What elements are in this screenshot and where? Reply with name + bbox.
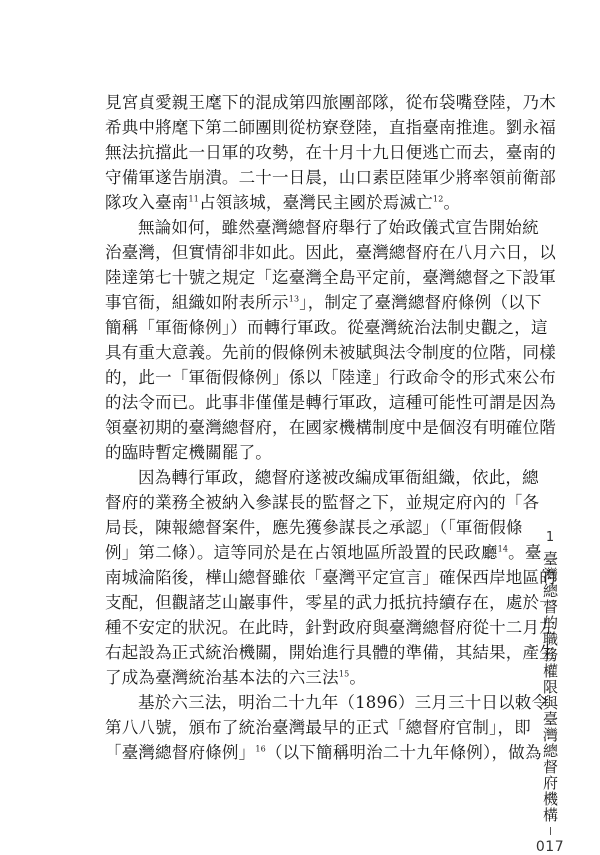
text-run: 。臺: [508, 543, 542, 562]
text-line: [105, 140, 556, 165]
footnote-marker: 16: [255, 744, 266, 754]
text-run: 因為轉行軍政，總督府遂被改編成軍衙組織，依此，總: [138, 468, 539, 487]
text-run: 領臺初期的臺灣總督府，在國家機構制度中是個沒有明確位階: [105, 418, 556, 437]
text-line: [105, 415, 556, 440]
text-line: [105, 690, 549, 715]
text-line: [105, 240, 556, 265]
text-run: 」，制定了臺灣總督府條例（以下: [299, 293, 542, 312]
paragraph: [105, 690, 549, 765]
text-run: 了成為臺灣統治基本法的六三法: [105, 668, 339, 687]
text-line: [105, 115, 556, 140]
text-line: [105, 490, 540, 515]
text-run: 見宮貞愛親王麾下的混成第四旅團部隊，從布袋嘴登陸，乃木: [105, 93, 556, 112]
text-run: 第八八號，頒布了統治臺灣最早的正式「總督府官制」，即: [105, 718, 531, 737]
text-run: 事官衙，組織如附表所示: [105, 293, 289, 312]
text-line: [105, 665, 510, 690]
text-run: 守備軍遂告崩潰。二十一日晨，山口素臣陸軍少將率領前衛部: [105, 168, 556, 187]
text-run: 「臺灣總督府條例」: [105, 743, 256, 762]
text-run: 無法抗擋此一日軍的攻勢，在十月十九日便逃亡而去，臺南的: [105, 143, 556, 162]
text-run: 局長，陳報總督案件，應先獲參謀長之承認」（「軍衙假條: [105, 518, 523, 537]
text-run: 占領該城，臺灣民主國於焉滅亡: [199, 193, 433, 212]
page-number: 017: [535, 839, 565, 855]
text-run: 。: [443, 193, 461, 212]
text-line: [105, 540, 542, 565]
text-run: 督府的業務全被納入參謀長的監督之下，並規定府內的「各: [105, 493, 540, 512]
text-line: [105, 590, 556, 615]
text-line: [105, 565, 556, 590]
text-run: 支配，但觀諸芝山巖事件，零星的武力抵抗持續存在，處於一: [105, 593, 556, 612]
text-run: 陸達第七十號之規定「迄臺灣全島平定前，臺灣總督之下設軍: [105, 268, 556, 287]
text-run: 具有重大意義。先前的假條例未被賦與法令制度的位階，同樣: [105, 343, 556, 362]
text-line: [105, 615, 556, 640]
chapter-sidebar: [535, 530, 565, 855]
text-run: 簡稱「軍衙條例」）而轉行軍政。從臺灣統治法制史觀之，這: [105, 318, 548, 337]
text-line: [105, 165, 556, 190]
text-run: 治臺灣，但實情卻非如此。因此，臺灣總督府在八月六日，以: [105, 243, 556, 262]
footnote-marker: 11: [188, 194, 200, 204]
chapter-number: 1: [545, 530, 555, 545]
paragraph: [105, 90, 556, 215]
text-line: [105, 315, 548, 340]
text-line: [105, 190, 510, 215]
text-line: [105, 465, 539, 490]
footnote-marker: 14: [497, 544, 509, 554]
text-run: 的，此一「軍衙假條例」係以「陸達」行政命令的形式來公布: [105, 368, 556, 387]
text-line: [105, 715, 531, 740]
text-run: 的臨時暫定機關罷了。: [105, 443, 272, 462]
text-run: 的法令而已。此事非僅僅是轉行軍政，這種可能性可謂是因為: [105, 393, 556, 412]
divider: [550, 827, 551, 835]
text-line: [105, 515, 523, 540]
chapter-title: 臺灣總督的職務權限與臺灣總督府機構: [541, 551, 559, 823]
paragraph: [105, 465, 556, 690]
text-run: 右起設為正式統治機關，開始進行具體的準備，其結果，產生: [105, 643, 556, 662]
text-run: 無論如何，雖然臺灣總督府舉行了始政儀式宣告開始統: [138, 218, 539, 237]
text-line: [105, 90, 556, 115]
footnote-marker: 12: [432, 194, 444, 204]
text-line: [105, 390, 556, 415]
text-line: [105, 640, 556, 665]
text-line: [105, 265, 556, 290]
text-run: 隊攻入臺南: [105, 193, 189, 212]
text-run: 。: [349, 668, 367, 687]
footnote-marker: 13: [288, 294, 300, 304]
text-run: 南城淪陷後，樺山總督雖依「臺灣平定宣言」確保西岸地區的: [105, 568, 556, 587]
text-run: 希典中將麾下第二師團則從枋寮登陸，直指臺南推進。劉永福: [105, 118, 556, 137]
text-line: [105, 290, 542, 315]
text-line: [105, 215, 539, 240]
text-run: 基於六三法，明治二十九年（1896）三月三十日以敕令: [138, 693, 549, 712]
text-line: [105, 365, 556, 390]
paragraph: [105, 215, 556, 465]
footnote-marker: 15: [338, 669, 350, 679]
text-run: 種不安定的狀況。在此時，針對政府與臺灣總督府從十二月左: [105, 618, 556, 637]
text-line: [105, 740, 542, 765]
text-run: 例」第二條）。這等同於是在占領地區所設置的民政廳: [105, 543, 498, 562]
text-line: [105, 440, 510, 465]
text-run: （以下簡稱明治二十九年條例），做為: [265, 743, 542, 762]
text-line: [105, 340, 556, 365]
